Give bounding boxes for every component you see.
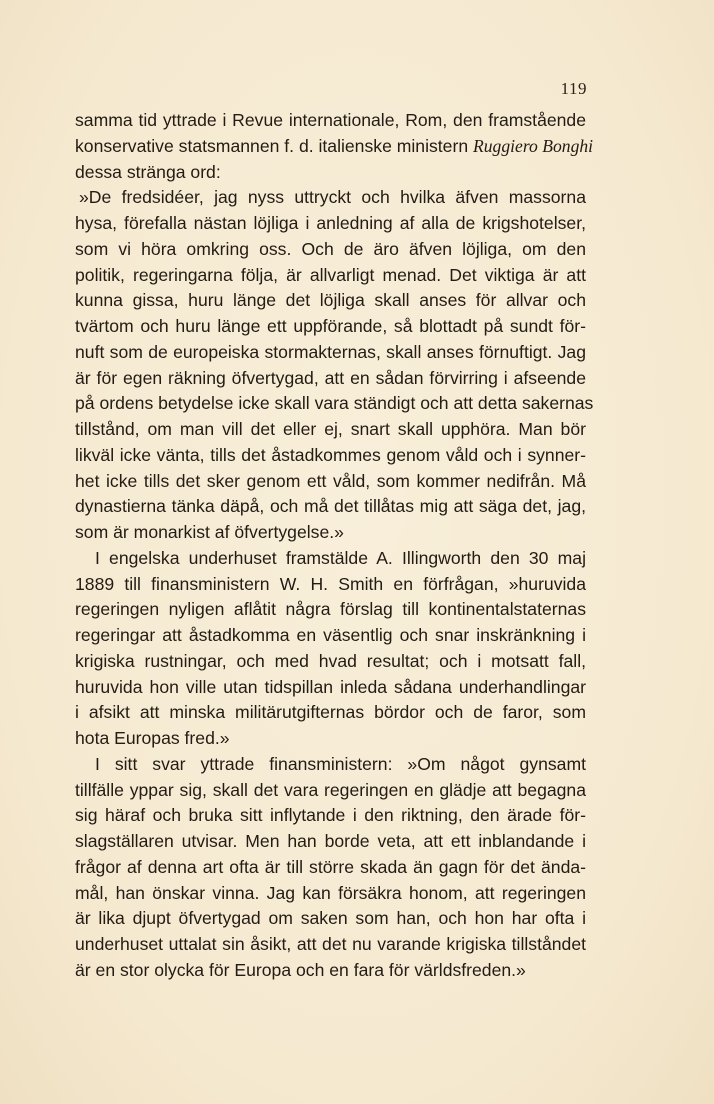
text-line: frågor af denna art ofta är till större skada än gagn för det ända-: [75, 856, 586, 877]
text-line: 1889 till finansministern W. H. Smith en förfrågan, »huruvida: [75, 573, 586, 594]
text-line: hota Europas fred.»: [75, 728, 230, 748]
text-line: som vi höra omkring oss. Och de äro äfven löjliga, om den: [75, 238, 586, 259]
text-line: dessa stränga ord:: [75, 161, 221, 182]
text-line-segment: konservative statsmannen f. d. italienske ministern: [75, 135, 469, 156]
text-line: mål, han önskar vinna. Jag kan försäkra honom, att regeringen: [75, 882, 586, 903]
page-number: 119: [560, 79, 587, 98]
text-line: krigiska rustningar, och med hvad resultat; och i motsatt fall,: [75, 650, 586, 671]
text-line: i afsikt att minska militärutgifternas bördor och de faror, som: [75, 702, 586, 723]
text-line: I engelska underhuset framstälde A. Illingworth den 30 maj: [95, 547, 586, 568]
text-line: [75, 134, 594, 160]
text-line: slagställaren utvisar. Men han borde veta, att ett inblandande i: [75, 831, 586, 851]
text-line: samma tid yttrade i Revue internationale, Rom, den framstående: [75, 110, 586, 130]
text-line: kunna gissa, huru länge det löjliga skall anses för allvar och: [75, 290, 586, 311]
text-line: »De fredsidéer, jag nyss uttryckt och hvilka äfven massorna: [79, 187, 586, 208]
text-line: regeringen nyligen aflåtit några förslag till kontinentalstaternas: [75, 599, 586, 620]
text-line: hysa, förefalla nästan löjliga i anledning af alla de krigshotelser,: [75, 213, 586, 233]
text-line: tvärtom och huru länge ett uppförande, så blottadt på sundt för-: [75, 316, 586, 336]
text-line: regeringar att åstadkomma en väsentlig och snar inskränkning i: [75, 625, 586, 645]
text-line: är lika djupt öfvertygad om saken som han, och hon har ofta i: [75, 908, 586, 929]
text-line: politik, regeringarna följa, är allvarligt menad. Det viktiga är att: [75, 264, 586, 285]
text-line: dynastierna tänka däpå, och må det tillåtas mig att säga det, jag,: [75, 496, 586, 517]
text-line: huruvida hon ville utan tidspillan inleda sådana underhandlingar: [75, 676, 586, 697]
text-line: likväl icke vänta, tills det åstadkommes genom våld och i synner-: [75, 444, 586, 465]
text-line: är för egen räkning öfvertygad, att en sådan förvirring i afseende: [75, 367, 586, 388]
text-line: tillfälle yppar sig, skall det vara regeringen en glädje att begagna: [75, 779, 586, 800]
text-line: I sitt svar yttrade finansministern: »Om något gynsamt: [95, 753, 586, 774]
text-line: på ordens betydelse icke skall vara ständigt och att detta sakernas: [75, 393, 594, 414]
italic-name: Ruggiero Bonghi: [473, 135, 594, 156]
text-line: tillstånd, om man vill det eller ej, snart skall upphöra. Man bör: [75, 419, 586, 439]
text-line: het icke tills det sker genom ett våld, som kommer nedifrån. Må: [75, 470, 586, 491]
text-line: sig häraf och bruka sitt inflytande i den riktning, den ärade för-: [75, 805, 586, 826]
text-line: underhuset uttalat sin åsikt, att det nu varande krigiska tillståndet: [75, 934, 586, 954]
body-text: [75, 108, 594, 984]
text-line: som är monarkist af öfvertygelse.»: [75, 522, 344, 542]
text-line: är en stor olycka för Europa och en fara för världsfreden.»: [75, 959, 526, 980]
text-line: nuft som de europeiska stormakternas, skall anses förnuftigt. Jag: [75, 341, 586, 362]
